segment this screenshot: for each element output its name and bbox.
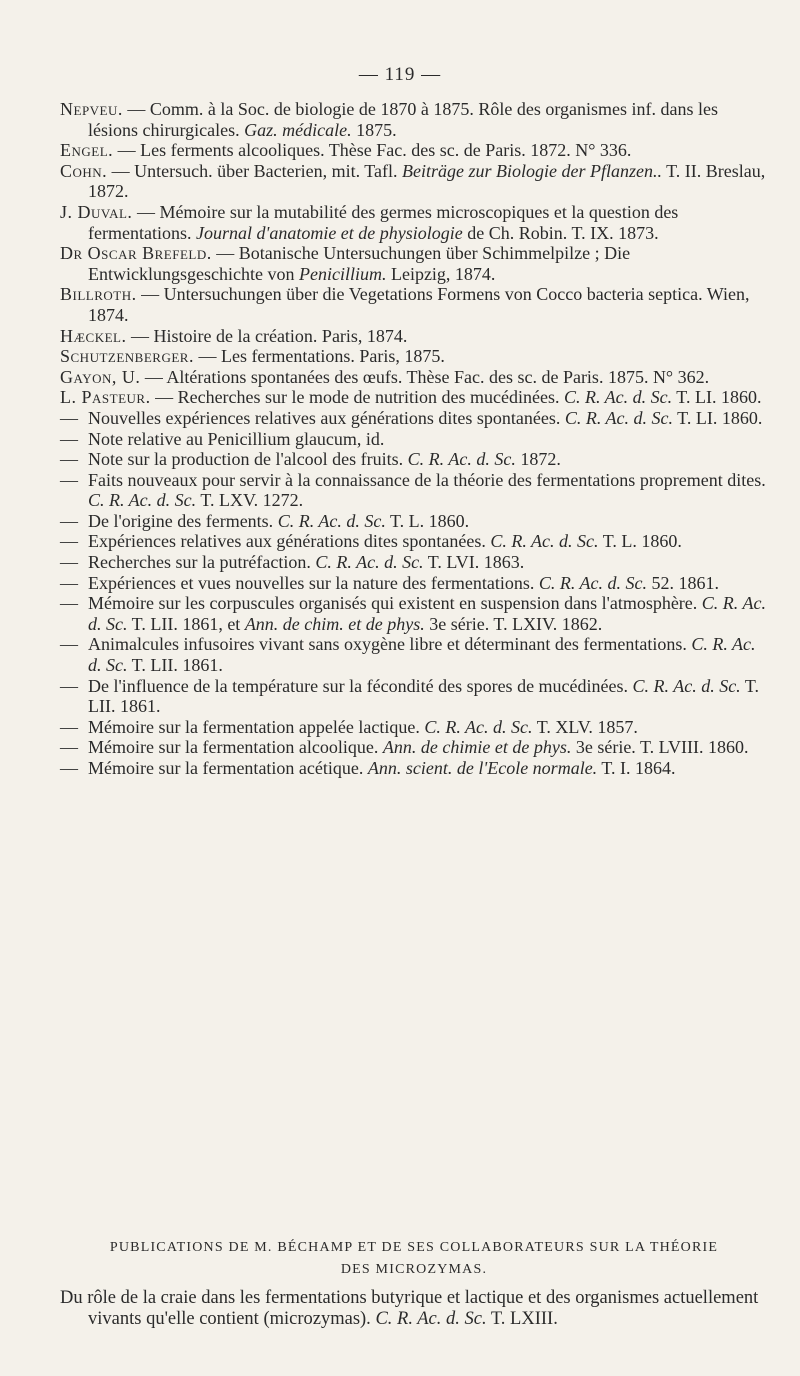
reference-tail: T. L. 1860. — [385, 510, 470, 531]
dash-mark: — — [60, 449, 78, 470]
reference-text: — Botanische Untersuchungen über Schimmelpilze ; Die Entwicklungsgeschichte von — [88, 243, 631, 284]
reference-text: — Recherches sur le mode de nutrition des mucédinées. — [150, 387, 564, 408]
reference-text: — Les ferments alcooliques. Thèse Fac. des sc. de Paris. 1872. N° 336. — [113, 140, 632, 161]
reference-author: J. Duval. — [60, 201, 133, 222]
reference-journal: C. R. Ac. d. Sc. — [490, 531, 599, 552]
dash-mark: — — [60, 675, 78, 696]
bechamp-publications — [60, 1288, 768, 1330]
reference-text: Du rôle de la craie dans les fermentations butyrique et lactique et des organismes actuellement vivants qu'elle contient (microzymas). — [60, 1288, 759, 1329]
pasteur-item — [60, 511, 768, 532]
reference-text: — Untersuchungen über die Vegetations Formens von Cocco bacteria septica. Wien, 1874. — [88, 284, 750, 325]
reference-entry — [60, 99, 768, 140]
reference-journal-2: Ann. de chim. et de phys. — [244, 613, 425, 634]
reference-tail: 1872. — [515, 449, 561, 470]
reference-text: De l'influence de la température sur la fécondité des spores de mucédinées. — [88, 675, 633, 696]
reference-tail: 3e série. T. LVIII. 1860. — [571, 737, 749, 758]
reference-tail: T. LI. 1860. — [673, 407, 763, 428]
reference-journal: Beiträge zur Biologie der Pflanzen.. — [402, 160, 662, 181]
reference-author: Hæckel. — [60, 325, 127, 346]
dash-mark: — — [60, 469, 78, 490]
reference-journal: C. R. Ac. d. Sc. — [424, 716, 533, 737]
reference-tail-2: 3e série. T. LXIV. 1862. — [424, 613, 603, 634]
dash-mark: — — [60, 716, 78, 737]
reference-journal: C. R. Ac. d. Sc. — [564, 407, 673, 428]
pasteur-item — [60, 758, 768, 779]
reference-text: Animalcules infusoires vivant sans oxygène libre et déterminant des fermentations. — [88, 634, 692, 655]
page-number: — 119 — — [358, 64, 442, 85]
pasteur-item — [60, 593, 768, 634]
reference-entry — [60, 387, 768, 408]
reference-text: Nouvelles expériences relatives aux générations dites spontanées. — [88, 407, 565, 428]
reference-text: Mémoire sur la fermentation appelée lactique. — [88, 716, 425, 737]
reference-tail: T. LII. 1861. — [127, 655, 223, 676]
reference-tail: T. L. 1860. — [598, 531, 682, 552]
reference-tail: T. I. 1864. — [597, 758, 676, 778]
pasteur-item — [60, 634, 768, 675]
reference-journal: Journal d'anatomie et de physiologie — [195, 222, 463, 243]
reference-journal: C. R. Ac. d. Sc. — [375, 1309, 487, 1329]
reference-journal: C. R. Ac. d. Sc. — [538, 572, 647, 593]
reference-journal: C. R. Ac. d. Sc. — [407, 449, 516, 470]
reference-journal: C. R. Ac. d. Sc. — [277, 510, 386, 531]
dash-mark: — — [60, 593, 78, 614]
pasteur-item — [60, 573, 768, 594]
reference-journal: C. R. Ac. d. Sc. — [563, 387, 673, 408]
reference-text: — Mémoire sur la mutabilité des germes microscopiques et la question des fermentations. — [88, 201, 679, 243]
reference-entry — [60, 284, 768, 325]
section-heading-line: PUBLICATIONS DE M. BÉCHAMP ET DE SES COLLABORATEURS SUR LA THÉORIE — [109, 1240, 719, 1255]
reference-text: Note relative au Penicillium glaucum, id. — [88, 428, 385, 449]
reference-tail: T. LII. 1861, et — [127, 613, 245, 634]
reference-author: Gayon, U. — [60, 366, 141, 387]
reference-entry — [60, 243, 768, 284]
reference-text: Recherches sur la putréfaction. — [88, 552, 316, 573]
reference-text: Expériences relatives aux générations dites spontanées. — [88, 531, 491, 552]
pasteur-item — [60, 449, 768, 470]
reference-text: — Les fermentations. Paris, 1875. — [193, 346, 445, 367]
reference-entry — [60, 326, 768, 347]
reference-author: Cohn. — [60, 160, 108, 181]
reference-author: Dr Oscar Brefeld. — [60, 243, 212, 264]
section-heading-line: DES MICROZYMAS. — [340, 1262, 488, 1277]
pasteur-item — [60, 408, 768, 429]
reference-author: Nepveu. — [60, 99, 123, 119]
reference-text: — Histoire de la création. Paris, 1874. — [126, 325, 408, 346]
pasteur-item — [60, 531, 768, 552]
dash-mark: — — [60, 634, 78, 655]
reference-author: L. Pasteur. — [60, 387, 151, 408]
reference-text: Expériences et vues nouvelles sur la nature des fermentations. — [88, 572, 539, 593]
reference-text: — Altérations spontanées des œufs. Thèse Fac. des sc. de Paris. 1875. N° 362. — [140, 366, 710, 387]
reference-entry — [60, 1288, 768, 1330]
reference-entry — [60, 367, 768, 388]
reference-text: De l'origine des ferments. — [88, 510, 278, 531]
reference-journal: C. R. Ac. d. Sc. — [315, 552, 424, 573]
reference-journal: Ann. scient. de l'Ecole normale. — [367, 758, 598, 778]
section-heading — [60, 1237, 768, 1281]
pasteur-item — [60, 676, 768, 717]
dash-mark: — — [60, 758, 78, 778]
reference-tail: de Ch. Robin. T. IX. 1873. — [462, 222, 659, 243]
reference-tail: T. XLV. 1857. — [532, 716, 638, 737]
reference-text: Note sur la production de l'alcool des fruits. — [88, 449, 408, 470]
reference-author: Engel. — [60, 140, 114, 161]
reference-journal: Ann. de chimie et de phys. — [382, 737, 572, 758]
pasteur-item — [60, 552, 768, 573]
reference-tail: 1875. — [351, 119, 397, 140]
reference-journal: C. R. Ac. d. Sc. — [88, 593, 766, 634]
dash-mark: — — [60, 737, 78, 758]
pasteur-item — [60, 717, 768, 738]
reference-entry — [60, 161, 768, 202]
pasteur-item — [60, 737, 768, 758]
reference-tail: T. LII. 1861. — [88, 675, 760, 717]
reference-journal: Penicillium. — [298, 263, 387, 284]
reference-journal: C. R. Ac. d. Sc. — [632, 675, 741, 696]
reference-author: Billroth. — [60, 284, 137, 305]
reference-text: — Comm. à la Soc. de biologie de 1870 à 1875. Rôle des organismes inf. dans les lésions chirurgicales. — [88, 99, 718, 140]
pasteur-item — [60, 429, 768, 450]
reference-tail: T. LXV. 1272. — [196, 490, 304, 511]
reference-journal: Gaz. médicale. — [244, 119, 352, 140]
reference-journal: C. R. Ac. d. Sc. — [88, 490, 197, 511]
reference-tail: T. LXIII. — [486, 1309, 558, 1329]
reference-entry — [60, 140, 768, 161]
reference-journal: C. R. Ac. d. Sc. — [88, 634, 756, 676]
dash-mark: — — [60, 572, 78, 593]
reference-tail: T. II. Breslau, 1872. — [88, 160, 766, 202]
reference-entry — [60, 346, 768, 367]
dash-mark: — — [60, 407, 78, 428]
reference-text: — Untersuch. über Bacterien, mit. Tafl. — [107, 160, 402, 181]
pasteur-item — [60, 470, 768, 511]
reference-tail: T. LI. 1860. — [672, 387, 762, 408]
dash-mark: — — [60, 510, 78, 531]
dash-mark: — — [60, 428, 78, 449]
reference-text: Faits nouveaux pour servir à la connaissance de la théorie des fermentations proprement dites. — [88, 469, 766, 490]
references-list — [60, 99, 768, 779]
reference-text: Mémoire sur la fermentation acétique. — [88, 758, 368, 778]
reference-text: Mémoire sur la fermentation alcoolique. — [88, 737, 383, 758]
dash-mark: — — [60, 531, 78, 552]
reference-entry — [60, 202, 768, 243]
dash-mark: — — [60, 552, 78, 573]
reference-author: Schutzenberger. — [60, 346, 194, 367]
reference-tail: T. LVI. 1863. — [423, 552, 525, 573]
reference-tail: 52. 1861. — [647, 572, 719, 593]
reference-text: Mémoire sur les corpuscules organisés qui existent en suspension dans l'atmosphère. — [88, 593, 702, 614]
reference-tail: Leipzig, 1874. — [386, 263, 496, 284]
